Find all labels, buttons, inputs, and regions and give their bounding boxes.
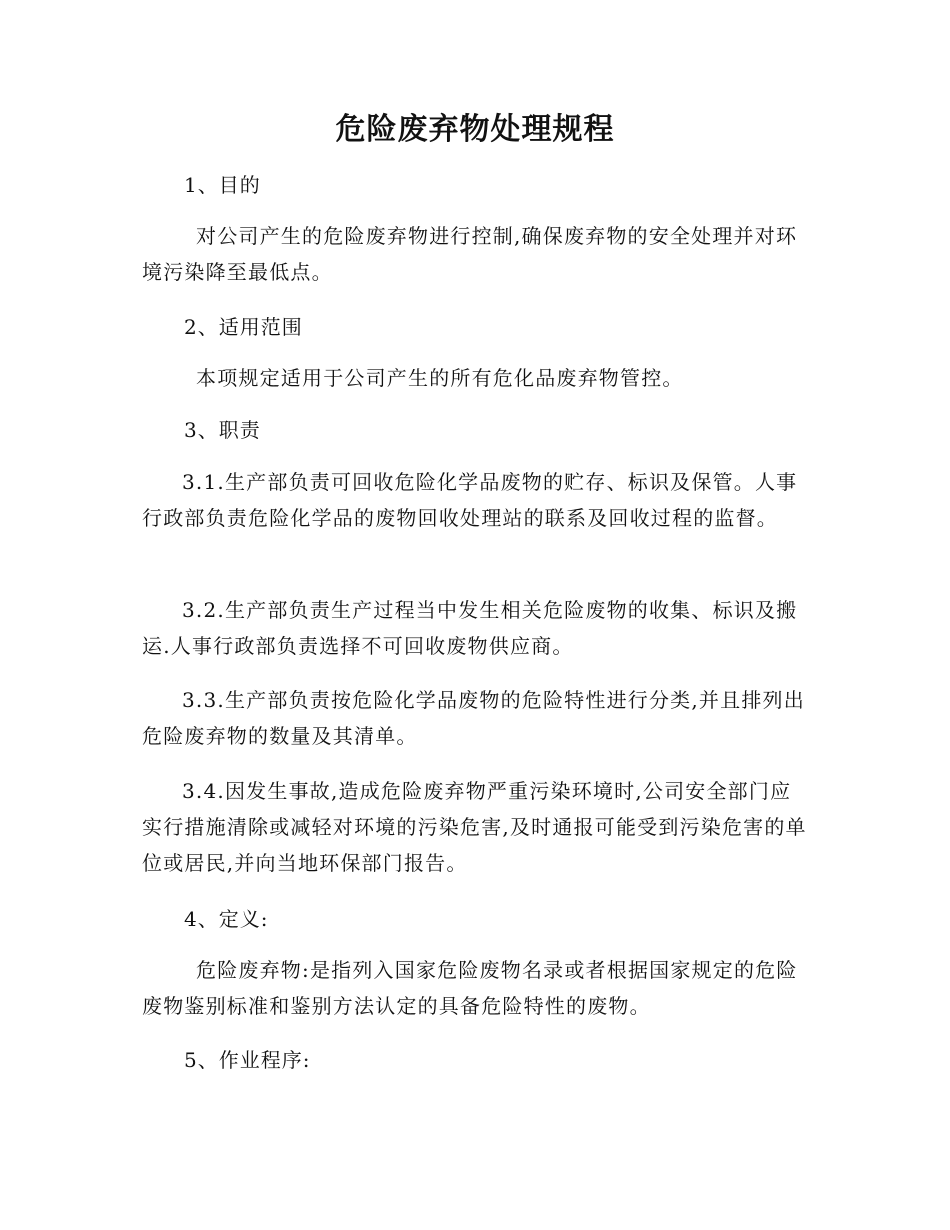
section-heading-responsibilities: 3、职责 <box>184 418 261 442</box>
paragraph-responsibility-3-1: 3.1.生产部负责可回收危险化学品废物的贮存、标识及保管。人事行政部负责危险化学品的废物回收处理站的联系及回收过程的监督。 <box>142 470 798 530</box>
paragraph-purpose: 对公司产生的危险废弃物进行控制,确保废弃物的安全处理并对环境污染降至最低点。 <box>142 224 798 284</box>
section-heading-procedure: 5、作业程序: <box>184 1048 311 1072</box>
page-title: 危险废弃物处理规程 <box>335 112 615 147</box>
section-heading-scope: 2、适用范围 <box>184 315 303 339</box>
section-heading-definition: 4、定义: <box>184 907 269 931</box>
paragraph-responsibility-3-2: 3.2.生产部负责生产过程当中发生相关危险废物的收集、标识及搬运.人事行政部负责选择不可回收废物供应商。 <box>142 598 798 658</box>
section-heading-purpose: 1、目的 <box>184 173 261 197</box>
paragraph-definition: 危险废弃物:是指列入国家危险废物名录或者根据国家规定的危险废物鉴别标准和鉴别方法认定的具备危险特性的废物。 <box>142 958 798 1018</box>
paragraph-scope: 本项规定适用于公司产生的所有危化品废弃物管控。 <box>196 366 684 390</box>
paragraph-responsibility-3-4: 3.4.因发生事故,造成危险废弃物严重污染环境时,公司安全部门应实行措施清除或减轻对环境的污染危害,及时通报可能受到污染危害的单位或居民,并向当地环保部门报告。 <box>142 779 807 875</box>
paragraph-responsibility-3-3: 3.3.生产部负责按危险化学品废物的危险特性进行分类,并且排列出危险废弃物的数量及其清单。 <box>142 688 805 748</box>
